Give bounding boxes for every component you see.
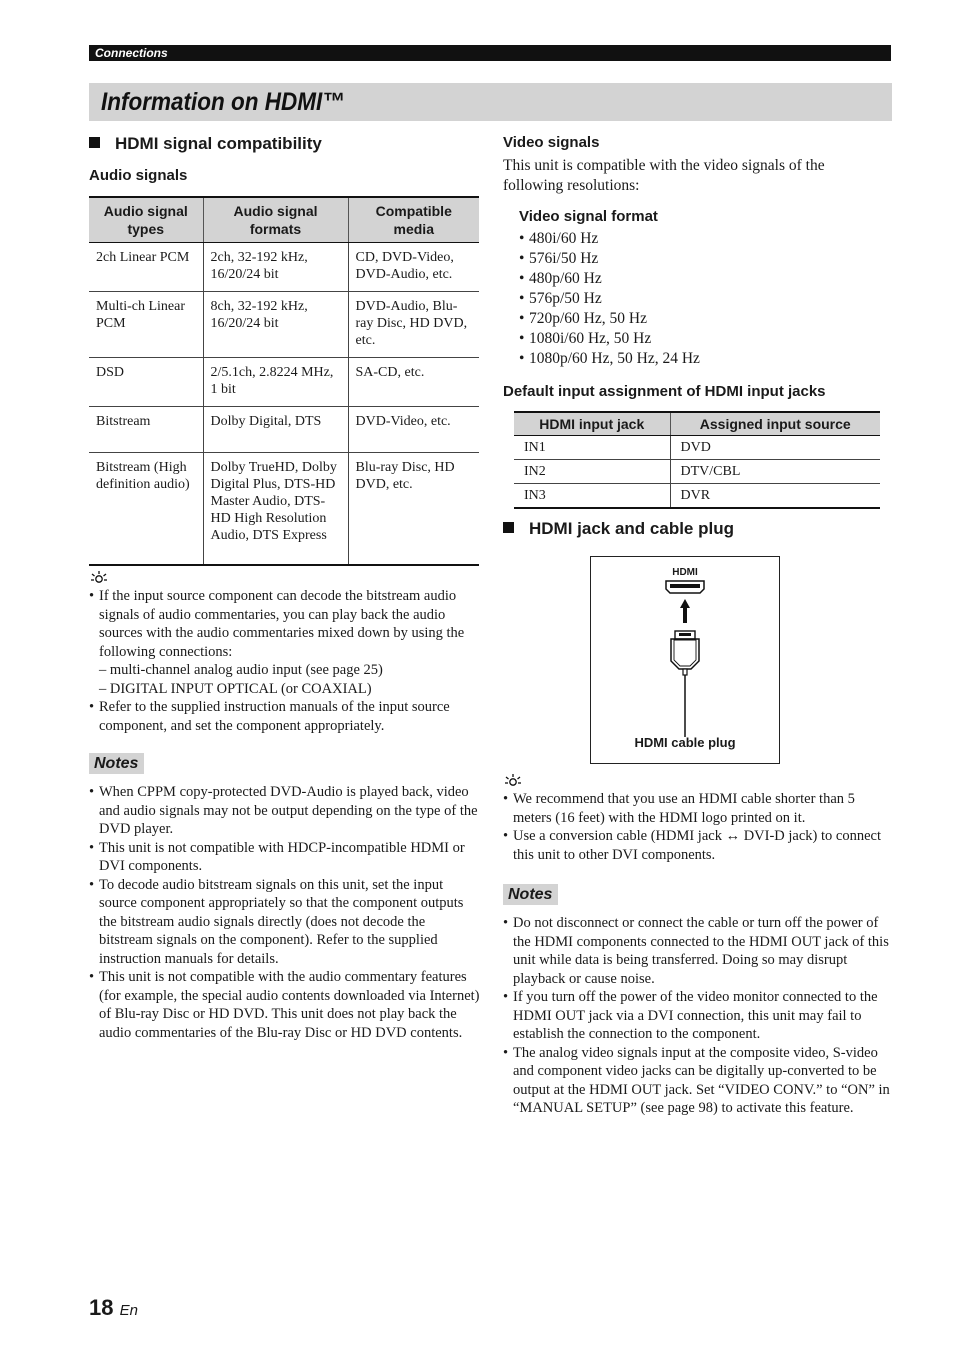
list-item: • 576i/50 Hz [519, 249, 879, 269]
square-bullet-icon [503, 522, 514, 533]
list-item: • Do not disconnect or connect the cable or turn off the power of the HDMI components connected to the HDMI OUT jack of this unit while data is being transferred. Doing so may disrupt playback or cause noise. [503, 914, 893, 988]
default-assignment-heading: Default input assignment of HDMI input jacks [503, 383, 826, 400]
language-label: En [119, 1302, 138, 1319]
notes-label: Notes [89, 753, 144, 774]
list-item: • When CPPM copy-protected DVD-Audio is played back, video and audio signals may not be output depending on the type of the DVD player. [89, 783, 481, 839]
section-label: Connections [95, 46, 168, 60]
table-row [514, 484, 880, 509]
heading-jack-and-plug: HDMI jack and cable plug [503, 518, 734, 540]
table-row [89, 243, 479, 292]
heading-signal-compatibility: HDMI signal compatibility [89, 133, 322, 155]
list-item: • This unit is not compatible with HDCP-incompatible HDMI or DVI components. [89, 839, 481, 876]
table-row [514, 460, 880, 484]
notes-left [89, 783, 481, 1042]
table-cell: Dolby Digital, DTS [203, 407, 348, 453]
video-signals-text: This unit is compatible with the video signals of the following resolutions: [503, 157, 825, 194]
title-bar [89, 83, 892, 121]
list-item: • Use a conversion cable (HDMI jack ↔ DVI-D jack) to connect this unit to other DVI components. [503, 827, 893, 864]
list-item: • 1080p/60 Hz, 50 Hz, 24 Hz [519, 349, 879, 369]
audio-signals-table [89, 196, 479, 566]
sub-item: – DIGITAL INPUT OPTICAL (or COAXIAL) [99, 680, 372, 697]
table-cell: CD, DVD-Video, DVD-Audio, etc. [348, 243, 479, 292]
list-item: • 480i/60 Hz [519, 229, 879, 249]
table-header-row [514, 412, 880, 436]
notes-label: Notes [503, 884, 558, 905]
hdmi-connector-icon [591, 579, 779, 739]
tips-left [89, 587, 481, 735]
table-cell: DSD [89, 358, 203, 407]
jack-label: HDMI [672, 567, 698, 578]
tip-icon [89, 570, 109, 586]
table-row [89, 407, 479, 453]
video-format-list [519, 229, 879, 369]
table-cell: IN1 [514, 436, 670, 460]
table-row [89, 292, 479, 358]
table-cell: DVD-Video, etc. [348, 407, 479, 453]
list-item: • 480p/60 Hz [519, 269, 879, 289]
table-cell: Dolby TrueHD, Dolby Digital Plus, DTS-HD Master Audio, DTS-HD High Resolution Audio, DTS Express [203, 453, 348, 565]
list-item: • 576p/50 Hz [519, 289, 879, 309]
sub-item: – multi-channel analog audio input (see page 25) [99, 662, 383, 678]
list-item: • To decode audio bitstream signals on this unit, set the input source component appropriately so that the component outputs the bitstream audio signals directly (does not decode the bitstream signals on the component). Refer to the supplied instruction manuals for details. [89, 876, 481, 969]
table-cell: 2ch, 32-192 kHz, 16/20/24 bit [203, 243, 348, 292]
list-item: • This unit is not compatible with the audio commentary features (for example, the special audio contents downloaded via Internet) of Blu-ray Disc or HD DVD. This unit does not play back the audio commentaries of the Blu-ray Disc or HD DVD contents. [89, 968, 481, 1042]
table-header-row [89, 197, 479, 243]
table-cell: IN3 [514, 484, 670, 509]
tips-right [503, 790, 893, 864]
table-header-cell: Assigned input source [670, 412, 880, 436]
tip-icon [503, 773, 523, 789]
table-header-cell: Audio signal formats [203, 197, 348, 243]
list-item: • 1080i/60 Hz, 50 Hz [519, 329, 879, 349]
notes-right [503, 914, 893, 1118]
table-cell: SA-CD, etc. [348, 358, 479, 407]
list-item: • 720p/60 Hz, 50 Hz [519, 309, 879, 329]
table-header-cell: Audio signal types [89, 197, 203, 243]
list-item: • If the input source component can decode the bitstream audio signals of audio commentaries, you can play back the audio sources with the audio commentaries mixed down by using the following connections: – multi-channel analog audio input (see page 25) – DIGITAL INPUT OPTICAL (or COAXIAL) [89, 587, 481, 698]
table-cell: Multi-ch Linear PCM [89, 292, 203, 358]
table-header-cell: HDMI input jack [514, 412, 670, 436]
section-header-bar [89, 45, 891, 61]
table-cell: Blu-ray Disc, HD DVD, etc. [348, 453, 479, 565]
table-cell: DVR [670, 484, 880, 509]
table-cell: IN2 [514, 460, 670, 484]
table-row [89, 358, 479, 407]
hdmi-plug-figure [590, 556, 780, 764]
table-cell: 2ch Linear PCM [89, 243, 203, 292]
table-row [514, 436, 880, 460]
plug-label: HDMI cable plug [634, 735, 736, 750]
table-cell: DVD [670, 436, 880, 460]
table-cell: DTV/CBL [670, 460, 880, 484]
audio-signals-heading: Audio signals [89, 167, 188, 184]
table-cell: 8ch, 32-192 kHz, 16/20/24 bit [203, 292, 348, 358]
table-cell: Bitstream [89, 407, 203, 453]
page-number: 18 En [89, 1295, 138, 1320]
video-format-heading: Video signal format [519, 208, 658, 225]
list-item: • The analog video signals input at the composite video, S-video and component video jacks can be digitally up-converted to be output at the HDMI OUT jack. Set “VIDEO CONV.” to “ON” in “MANUAL SETUP” (see page 98) to activate this feature. [503, 1044, 893, 1118]
table-cell: Bitstream (High definition audio) [89, 453, 203, 565]
table-cell: 2/5.1ch, 2.8224 MHz, 1 bit [203, 358, 348, 407]
list-item: • We recommend that you use an HDMI cable shorter than 5 meters (16 feet) with the HDMI logo printed on it. [503, 790, 893, 827]
hdmi-assignment-table [514, 411, 880, 509]
video-signals-heading: Video signals [503, 134, 600, 151]
table-header-cell: Compatible media [348, 197, 479, 243]
table-row [89, 453, 479, 565]
table-cell: DVD-Audio, Blu-ray Disc, HD DVD, etc. [348, 292, 479, 358]
page-title: Information on HDMI™ [101, 88, 345, 116]
list-item: • Refer to the supplied instruction manuals of the input source component, and set the component appropriately. [89, 698, 481, 735]
square-bullet-icon [89, 137, 100, 148]
list-item: • If you turn off the power of the video monitor connected to the HDMI OUT jack via a DVI connection, this unit may fail to establish the connection to the component. [503, 988, 893, 1044]
